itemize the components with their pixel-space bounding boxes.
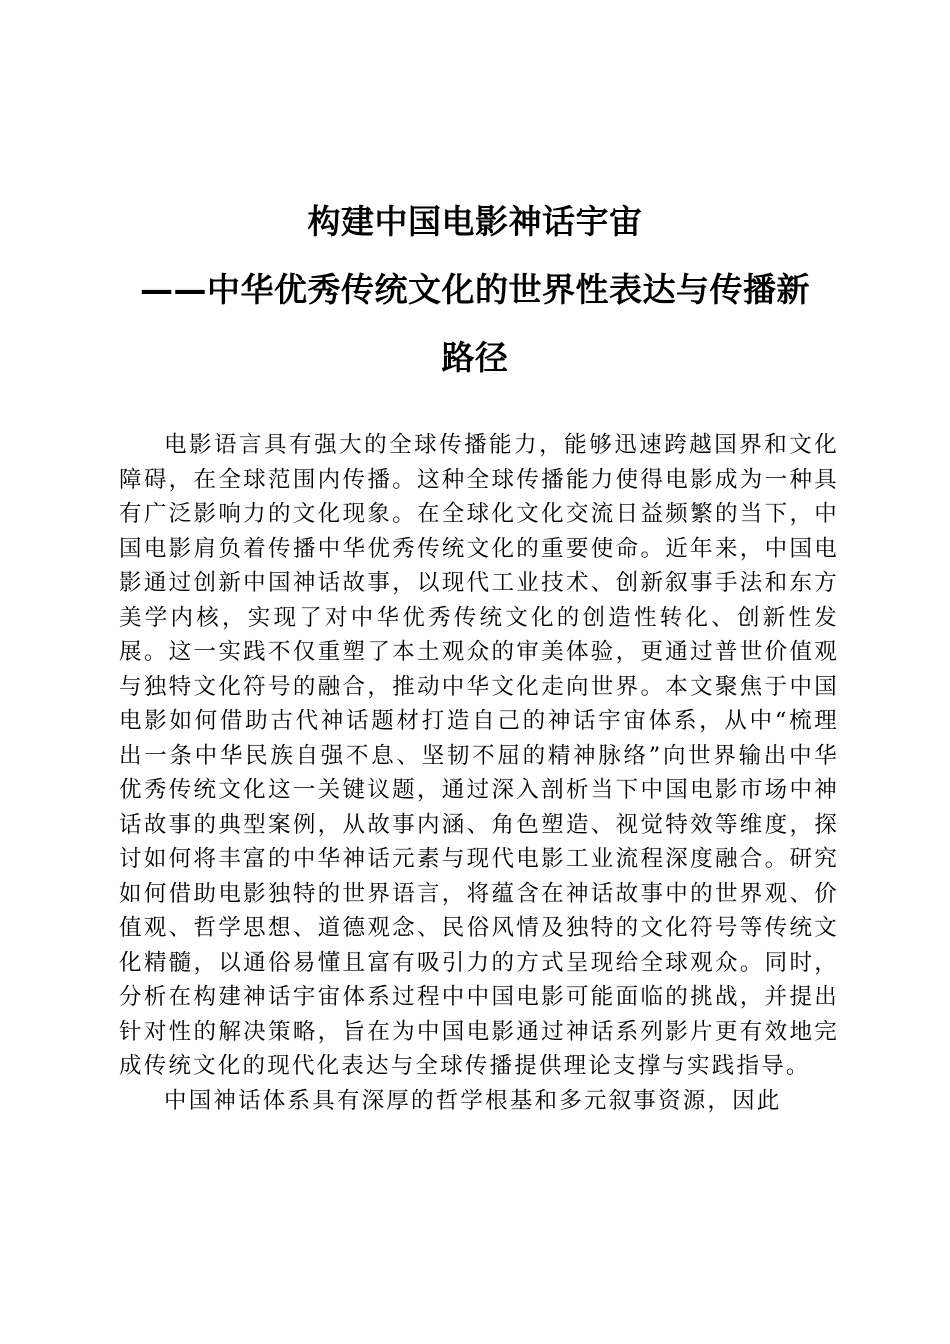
page-subtitle-continuation: 路径	[441, 338, 509, 377]
paragraph-2: 中国神话体系具有深厚的哲学根基和多元叙事资源，因此	[164, 1087, 782, 1114]
body-text	[119, 428, 839, 1118]
page-subtitle: ——中华优秀传统文化的世界性表达与传播新	[140, 270, 810, 309]
page-title: 构建中国电影神话宇宙	[307, 202, 643, 241]
paragraph-1: 电影语言具有强大的全球传播能力，能够迅速跨越国界和文化障碍，在全球范围内传播。这种全球传播能力使得电影成为一种具有广泛影响力的文化现象。在全球化文化交流日益频繁的当下，中国电影肩负着传播中华优秀传统文化的重要使命。近年来，中国电影通过创新中国神话故事，以现代工业技术、创新叙事手法和东方美学内核，实现了对中华优秀传统文化的创造性转化、创新性发展。这一实践不仅重塑了本土观众的审美体验，更通过普世价值观与独特文化符号的融合，推动中华文化走向世界。本文聚焦于中国电影如何借助古代神话题材打造自己的神话宇宙体系，从中“梳理出一条中华民族自强不息、坚韧不屈的精神脉络”向世界输出中华优秀传统文化这一关键议题，通过深入剖析当下中国电影市场中神话故事的典型案例，从故事内涵、角色塑造、视觉特效等维度，探讨如何将丰富的中华神话元素与现代电影工业流程深度融合。研究如何借助电影独特的世界语言，将蕴含在神话故事中的世界观、价值观、哲学思想、道德观念、民俗风情及独特的文化符号等传统文化精髓，以通俗易懂且富有吸引力的方式呈现给全球观众。同时，分析在构建神话宇宙体系过程中中国电影可能面临的挑战，并提出针对性的解决策略，旨在为中国电影通过神话系列影片更有效地完成传统文化的现代化表达与全球传播提供理论支撑与实践指导。	[119, 432, 839, 1079]
title-block	[110, 188, 840, 392]
